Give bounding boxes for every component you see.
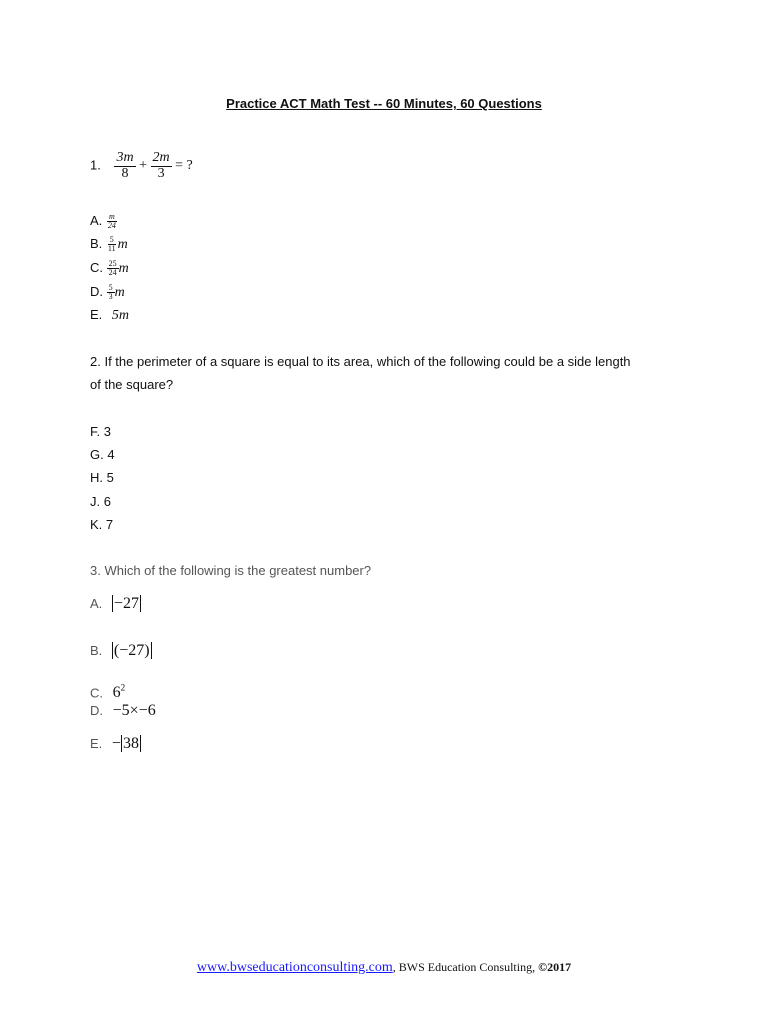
q2-option-f: F. 3 [90,424,111,439]
q2-option-j: J. 6 [90,494,111,509]
fraction-2 [151,151,172,181]
fraction-denominator: 11 [107,244,116,254]
option-letter: C. [90,260,103,275]
option-letter: A. [90,213,103,228]
fraction-numerator: m [109,211,115,221]
option-fraction [106,213,118,231]
fraction-numerator: 3m [116,150,134,165]
q3-option-b [90,642,152,660]
power-exponent: 2 [120,683,126,693]
q3-option-d [90,702,156,720]
option-letter: D. [90,703,103,718]
question-2 [90,353,710,394]
page-footer [0,960,768,976]
option-letter: E. [90,736,103,751]
footer-website-link[interactable]: www.bwseducationconsulting.com [196,960,393,975]
fraction-1 [114,151,135,181]
power-expression [113,684,126,701]
fraction-denominator: 24 [107,221,116,231]
q1-option-c [90,259,129,278]
q1-expression [114,150,193,181]
fraction-denominator: 3 [108,292,113,302]
plus-sign: + [139,158,147,174]
option-fraction [106,236,118,254]
q3-option-a [90,595,141,613]
fraction-numerator: 2m [152,150,170,165]
option-letter: A. [90,596,103,611]
absolute-value-expression: −27 [113,595,139,612]
question-text: 2. If the perimeter of a square is equal to its area, which of the following could be a side length [90,354,631,369]
q3-option-e [90,735,141,753]
option-fraction [107,260,119,278]
power-base: 6 [112,684,121,702]
option-letter: E. [90,307,103,322]
option-letter: D. [90,284,103,299]
page-title: Practice ACT Math Test -- 60 Minutes, 60 Questions [226,96,542,111]
question-text-continued: of the square? [90,377,174,392]
option-letter: B. [90,643,103,658]
fraction-denominator: 3 [157,165,165,181]
fraction-numerator: 5 [109,234,114,244]
q1-option-d [90,283,125,302]
option-letter: B. [90,236,103,251]
q3-option-c [90,679,125,702]
absolute-value-expression: (−27) [113,642,150,659]
equals-sign: = ? [175,158,193,174]
option-variable: m [117,237,128,252]
question-3: 3. Which of the following is the greatest number? [90,563,372,578]
negative-sign: − [111,735,121,752]
fraction-numerator: 5 [108,282,113,292]
fraction-denominator: 8 [121,165,129,181]
q2-option-h: H. 5 [90,470,114,485]
q2-option-k: K. 7 [90,517,114,532]
q1-option-a [90,212,118,230]
q1-option-e [90,306,129,325]
q2-option-g: G. 4 [90,447,115,462]
footer-company-text: , BWS Education Consulting, [392,960,539,974]
question-1 [90,151,193,181]
option-fraction [107,284,115,302]
fraction-numerator: 25 [108,258,117,268]
option-variable: m [118,261,129,276]
question-number: 1. [90,157,101,173]
q1-option-b [90,235,128,254]
option-variable: m [114,285,125,300]
absolute-value-expression: 38 [122,735,139,752]
product-expression: −5×−6 [112,702,156,719]
footer-copyright: ©2017 [538,960,572,974]
option-value: 5m [111,308,130,323]
fraction-denominator: 24 [108,268,117,278]
option-letter: C. [90,685,103,701]
